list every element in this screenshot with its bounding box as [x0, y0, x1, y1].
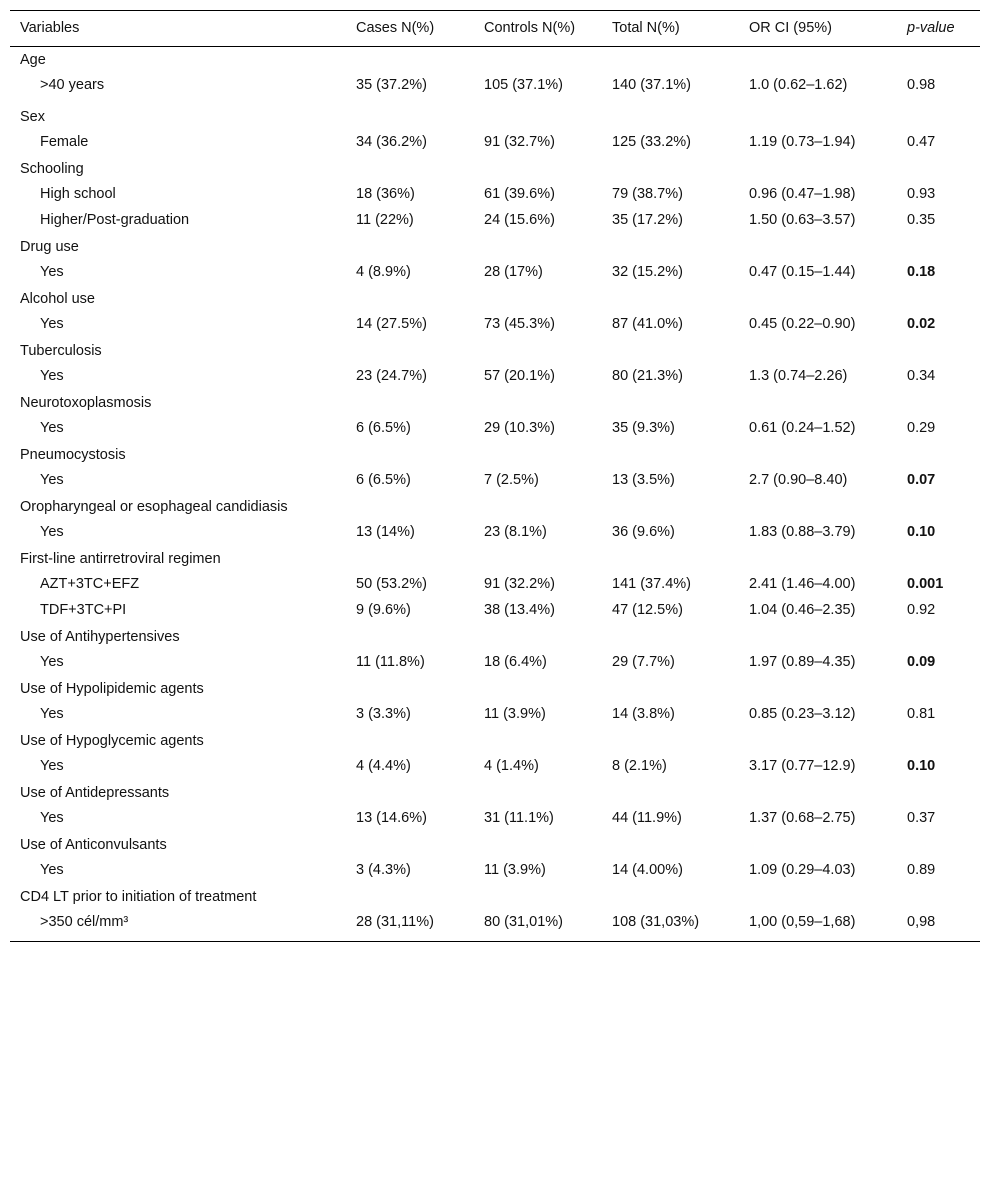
- total-cell: 14 (3.8%): [612, 706, 675, 722]
- total-cell: 29 (7.7%): [612, 654, 675, 670]
- or-ci-cell: 1.0 (0.62–1.62): [749, 77, 848, 93]
- total-cell: 35 (17.2%): [612, 212, 683, 228]
- empty-cell: [739, 676, 897, 702]
- empty-cell: [474, 338, 602, 364]
- header-cases: Cases N(%): [356, 20, 435, 36]
- table-row: [10, 208, 980, 234]
- empty-cell: [739, 832, 897, 858]
- table-row: [10, 130, 980, 156]
- empty-cell: [739, 624, 897, 650]
- empty-cell: [897, 47, 980, 74]
- total-cell: 13 (3.5%): [612, 472, 675, 488]
- cases-cell: 6 (6.5%): [356, 420, 411, 436]
- cases-cell: 4 (4.4%): [356, 758, 411, 774]
- row-label: AZT+3TC+EFZ: [40, 576, 140, 592]
- group-label: Use of Hypoglycemic agents: [20, 733, 204, 749]
- total-cell: 14 (4.00%): [612, 862, 683, 878]
- empty-cell: [474, 780, 602, 806]
- empty-cell: [897, 546, 980, 572]
- total-cell: 87 (41.0%): [612, 316, 683, 332]
- or-ci-cell: 1.09 (0.29–4.03): [749, 862, 856, 878]
- empty-cell: [474, 728, 602, 754]
- empty-cell: [739, 286, 897, 312]
- empty-cell: [602, 728, 739, 754]
- group-row: [10, 338, 980, 364]
- or-ci-cell: 0.45 (0.22–0.90): [749, 316, 856, 332]
- empty-cell: [739, 104, 897, 130]
- table-header: [10, 11, 980, 47]
- cases-cell: 50 (53.2%): [356, 576, 427, 592]
- empty-cell: [602, 286, 739, 312]
- cases-cell: 35 (37.2%): [356, 77, 427, 93]
- group-row: [10, 728, 980, 754]
- empty-cell: [474, 494, 602, 520]
- row-label: Yes: [40, 316, 64, 332]
- total-cell: 8 (2.1%): [612, 758, 667, 774]
- empty-cell: [602, 546, 739, 572]
- controls-cell: 28 (17%): [484, 264, 543, 280]
- controls-cell: 24 (15.6%): [484, 212, 555, 228]
- group-label: Use of Anticonvulsants: [20, 837, 167, 853]
- controls-cell: 11 (3.9%): [484, 706, 546, 722]
- or-ci-cell: 1.97 (0.89–4.35): [749, 654, 856, 670]
- group-row: [10, 47, 980, 74]
- group-label: Schooling: [20, 161, 84, 177]
- total-cell: 47 (12.5%): [612, 602, 683, 618]
- empty-cell: [897, 442, 980, 468]
- controls-cell: 38 (13.4%): [484, 602, 555, 618]
- or-ci-cell: 2.41 (1.46–4.00): [749, 576, 856, 592]
- row-label: Yes: [40, 706, 64, 722]
- or-ci-cell: 0.85 (0.23–3.12): [749, 706, 856, 722]
- controls-cell: 105 (37.1%): [484, 77, 563, 93]
- or-ci-cell: 0.61 (0.24–1.52): [749, 420, 856, 436]
- empty-cell: [897, 234, 980, 260]
- empty-cell: [739, 884, 897, 910]
- controls-cell: 7 (2.5%): [484, 472, 539, 488]
- empty-cell: [897, 494, 980, 520]
- controls-cell: 91 (32.2%): [484, 576, 555, 592]
- group-row: [10, 624, 980, 650]
- controls-cell: 29 (10.3%): [484, 420, 555, 436]
- controls-cell: 18 (6.4%): [484, 654, 547, 670]
- table-row: [10, 754, 980, 780]
- row-label: Yes: [40, 264, 64, 280]
- cases-cell: 28 (31,11%): [356, 914, 434, 930]
- or-ci-cell: 3.17 (0.77–12.9): [749, 758, 856, 774]
- group-label: Drug use: [20, 239, 79, 255]
- group-label: Use of Hypolipidemic agents: [20, 681, 204, 697]
- total-cell: 79 (38.7%): [612, 186, 683, 202]
- row-label: TDF+3TC+PI: [40, 602, 127, 618]
- empty-cell: [474, 286, 602, 312]
- empty-cell: [739, 156, 897, 182]
- empty-cell: [474, 884, 602, 910]
- group-label: Pneumocystosis: [20, 447, 126, 463]
- empty-cell: [474, 390, 602, 416]
- p-value-cell: 0.10: [907, 524, 936, 540]
- table-row: [10, 182, 980, 208]
- empty-cell: [474, 624, 602, 650]
- row-label: Yes: [40, 862, 64, 878]
- p-value-cell: 0.09: [907, 654, 936, 670]
- total-cell: 108 (31,03%): [612, 914, 700, 930]
- empty-cell: [739, 234, 897, 260]
- empty-cell: [602, 390, 739, 416]
- empty-cell: [474, 546, 602, 572]
- p-value-cell: 0.37: [907, 810, 936, 826]
- group-row: [10, 286, 980, 312]
- empty-cell: [897, 728, 980, 754]
- cases-cell: 11 (22%): [356, 212, 414, 228]
- group-row: [10, 390, 980, 416]
- total-cell: 140 (37.1%): [612, 77, 691, 93]
- empty-cell: [897, 780, 980, 806]
- or-ci-cell: 1.83 (0.88–3.79): [749, 524, 856, 540]
- empty-cell: [474, 234, 602, 260]
- row-label: >40 years: [40, 77, 105, 93]
- empty-cell: [739, 494, 897, 520]
- empty-cell: [739, 728, 897, 754]
- group-row: [10, 104, 980, 130]
- cases-cell: 14 (27.5%): [356, 316, 427, 332]
- or-ci-cell: 1.3 (0.74–2.26): [749, 368, 848, 384]
- p-value-cell: 0.18: [907, 264, 936, 280]
- empty-cell: [897, 832, 980, 858]
- empty-cell: [602, 156, 739, 182]
- header-p-value: p-value: [907, 20, 955, 36]
- controls-cell: 57 (20.1%): [484, 368, 555, 384]
- p-value-cell: 0,98: [907, 914, 936, 930]
- empty-cell: [602, 832, 739, 858]
- table-row: [10, 364, 980, 390]
- controls-cell: 4 (1.4%): [484, 758, 539, 774]
- empty-cell: [897, 286, 980, 312]
- or-ci-cell: 0.47 (0.15–1.44): [749, 264, 856, 280]
- p-value-cell: 0.81: [907, 706, 936, 722]
- table-row: [10, 73, 980, 104]
- p-value-cell: 0.34: [907, 368, 936, 384]
- empty-cell: [602, 780, 739, 806]
- total-cell: 80 (21.3%): [612, 368, 683, 384]
- table-row: [10, 650, 980, 676]
- cases-cell: 3 (3.3%): [356, 706, 411, 722]
- group-label: Age: [20, 52, 46, 68]
- empty-cell: [739, 390, 897, 416]
- controls-cell: 11 (3.9%): [484, 862, 546, 878]
- cases-cell: 23 (24.7%): [356, 368, 427, 384]
- cases-cell: 4 (8.9%): [356, 264, 411, 280]
- p-value-cell: 0.98: [907, 77, 936, 93]
- cases-cell: 34 (36.2%): [356, 134, 427, 150]
- group-label: Sex: [20, 109, 45, 125]
- group-label: First-line antirretroviral regimen: [20, 551, 221, 567]
- header-row: [10, 11, 980, 47]
- header-variables: Variables: [20, 20, 80, 36]
- empty-cell: [739, 442, 897, 468]
- row-label: >350 cél/mm³: [40, 914, 129, 930]
- cases-cell: 13 (14.6%): [356, 810, 427, 826]
- empty-cell: [474, 676, 602, 702]
- table-row: [10, 572, 980, 598]
- row-label: Yes: [40, 654, 64, 670]
- group-label: Tuberculosis: [20, 343, 102, 359]
- table-body: [10, 47, 980, 942]
- row-label: Female: [40, 134, 89, 150]
- empty-cell: [602, 234, 739, 260]
- empty-cell: [739, 780, 897, 806]
- group-row: [10, 884, 980, 910]
- table-row: [10, 910, 980, 942]
- header-total: Total N(%): [612, 20, 680, 36]
- table-row: [10, 702, 980, 728]
- empty-cell: [602, 104, 739, 130]
- p-value-cell: 0.35: [907, 212, 936, 228]
- table-row: [10, 312, 980, 338]
- p-value-cell: 0.89: [907, 862, 936, 878]
- row-label: Yes: [40, 758, 64, 774]
- group-label: Use of Antidepressants: [20, 785, 170, 801]
- controls-cell: 61 (39.6%): [484, 186, 555, 202]
- total-cell: 125 (33.2%): [612, 134, 691, 150]
- or-ci-cell: 2.7 (0.90–8.40): [749, 472, 848, 488]
- group-row: [10, 442, 980, 468]
- cases-cell: 9 (9.6%): [356, 602, 411, 618]
- row-label: High school: [40, 186, 116, 202]
- empty-cell: [474, 832, 602, 858]
- p-value-cell: 0.92: [907, 602, 936, 618]
- row-label: Yes: [40, 810, 64, 826]
- table-row: [10, 806, 980, 832]
- row-label: Yes: [40, 472, 64, 488]
- cases-cell: 6 (6.5%): [356, 472, 411, 488]
- empty-cell: [602, 676, 739, 702]
- empty-cell: [897, 156, 980, 182]
- or-ci-cell: 1.19 (0.73–1.94): [749, 134, 856, 150]
- results-table: [10, 10, 980, 942]
- p-value-cell: 0.10: [907, 758, 936, 774]
- empty-cell: [739, 338, 897, 364]
- empty-cell: [474, 156, 602, 182]
- controls-cell: 91 (32.7%): [484, 134, 555, 150]
- table-row: [10, 858, 980, 884]
- or-ci-cell: 1,00 (0,59–1,68): [749, 914, 856, 930]
- group-row: [10, 156, 980, 182]
- controls-cell: 23 (8.1%): [484, 524, 547, 540]
- controls-cell: 73 (45.3%): [484, 316, 555, 332]
- empty-cell: [474, 442, 602, 468]
- group-row: [10, 234, 980, 260]
- group-label: Alcohol use: [20, 291, 95, 307]
- row-label: Higher/Post-graduation: [40, 212, 190, 228]
- empty-cell: [897, 884, 980, 910]
- empty-cell: [897, 624, 980, 650]
- controls-cell: 80 (31,01%): [484, 914, 563, 930]
- empty-cell: [739, 546, 897, 572]
- p-value-cell: 0.07: [907, 472, 936, 488]
- table-row: [10, 260, 980, 286]
- total-cell: 44 (11.9%): [612, 810, 682, 826]
- empty-cell: [602, 884, 739, 910]
- group-label: Neurotoxoplasmosis: [20, 395, 152, 411]
- group-label: Use of Antihypertensives: [20, 629, 180, 645]
- group-row: [10, 494, 980, 520]
- table-row: [10, 598, 980, 624]
- empty-cell: [739, 47, 897, 74]
- group-row: [10, 546, 980, 572]
- table-row: [10, 468, 980, 494]
- or-ci-cell: 1.04 (0.46–2.35): [749, 602, 856, 618]
- group-row: [10, 676, 980, 702]
- empty-cell: [474, 104, 602, 130]
- p-value-cell: 0.02: [907, 316, 936, 332]
- header-controls: Controls N(%): [484, 20, 576, 36]
- empty-cell: [602, 47, 739, 74]
- empty-cell: [602, 442, 739, 468]
- row-label: Yes: [40, 420, 64, 436]
- group-row: [10, 780, 980, 806]
- p-value-cell: 0.29: [907, 420, 936, 436]
- empty-cell: [602, 494, 739, 520]
- cases-cell: 11 (11.8%): [356, 654, 425, 670]
- total-cell: 35 (9.3%): [612, 420, 675, 436]
- empty-cell: [897, 338, 980, 364]
- group-row: [10, 832, 980, 858]
- empty-cell: [897, 104, 980, 130]
- empty-cell: [897, 390, 980, 416]
- or-ci-cell: 1.50 (0.63–3.57): [749, 212, 856, 228]
- table-row: [10, 520, 980, 546]
- table-row: [10, 416, 980, 442]
- p-value-cell: 0.93: [907, 186, 936, 202]
- total-cell: 36 (9.6%): [612, 524, 675, 540]
- total-cell: 141 (37.4%): [612, 576, 691, 592]
- p-value-cell: 0.47: [907, 134, 936, 150]
- cases-cell: 3 (4.3%): [356, 862, 411, 878]
- empty-cell: [602, 338, 739, 364]
- empty-cell: [602, 624, 739, 650]
- row-label: Yes: [40, 524, 64, 540]
- controls-cell: 31 (11.1%): [484, 810, 554, 826]
- header-or-ci: OR CI (95%): [749, 20, 832, 36]
- or-ci-cell: 0.96 (0.47–1.98): [749, 186, 856, 202]
- group-label: Oropharyngeal or esophageal candidiasis: [20, 499, 288, 515]
- group-label: CD4 LT prior to initiation of treatment: [20, 889, 257, 905]
- row-label: Yes: [40, 368, 64, 384]
- cases-cell: 18 (36%): [356, 186, 415, 202]
- p-value-cell: 0.001: [907, 576, 944, 592]
- empty-cell: [897, 676, 980, 702]
- cases-cell: 13 (14%): [356, 524, 415, 540]
- total-cell: 32 (15.2%): [612, 264, 683, 280]
- empty-cell: [474, 47, 602, 74]
- or-ci-cell: 1.37 (0.68–2.75): [749, 810, 856, 826]
